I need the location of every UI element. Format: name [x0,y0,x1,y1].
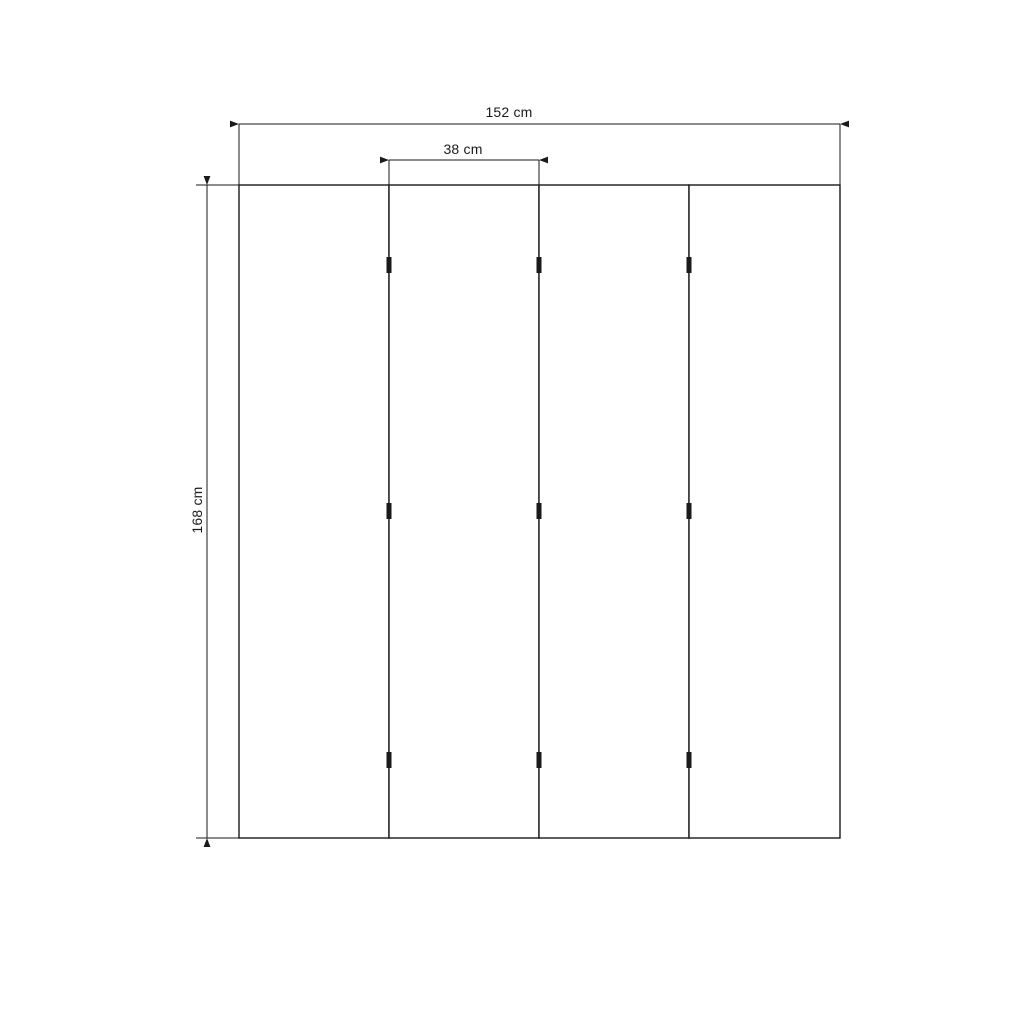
hinge-icon [387,752,392,768]
hinge-icon [387,503,392,519]
panel-3 [539,185,689,838]
hinge-icon [537,503,542,519]
hinge-icon [537,752,542,768]
total-width-label: 152 cm [485,104,533,120]
panel-1 [239,185,389,838]
hinge-icon [387,257,392,273]
hinge-icon [687,503,692,519]
hinge-icon [687,257,692,273]
hinge-icon [537,257,542,273]
panel-4 [689,185,840,838]
hinge-icon [687,752,692,768]
height-label: 168 cm [189,486,205,534]
panel-width-label: 38 cm [443,141,483,157]
panel-2 [389,185,539,838]
